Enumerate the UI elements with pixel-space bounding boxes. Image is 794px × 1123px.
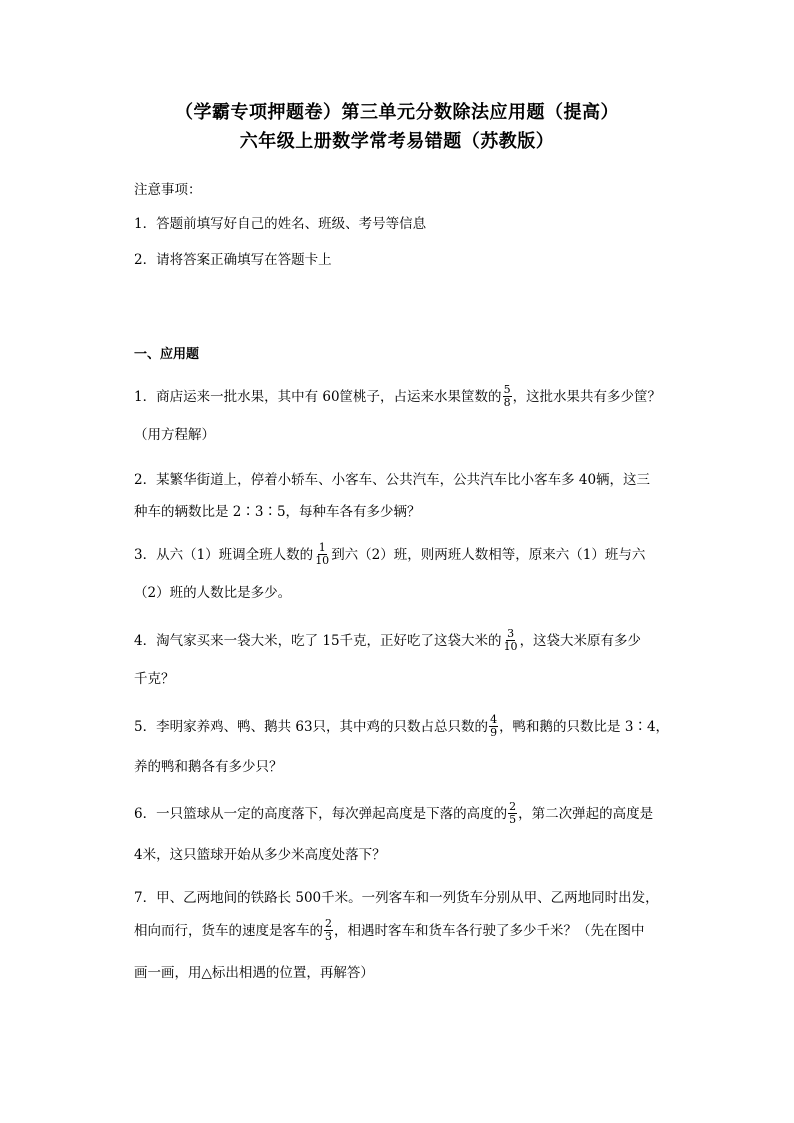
fraction: [508, 801, 517, 825]
problem-text: 1．商店运来一批水果，其中有 60筐桃子，占运来水果筐数的: [134, 389, 502, 405]
problem-2-line-1: 2．某繁华街道上，停着小轿车、小客车、公共汽车，公共汽车比小客车多 40辆，这三: [134, 472, 651, 488]
problem-text: ，第二次弹起的高度是: [518, 806, 654, 822]
problem-text: ，这批水果共有多少筐？: [512, 389, 662, 405]
problem-text: ，这袋大米原有多少: [519, 633, 642, 649]
problem-text: 5．李明家养鸡、鸭、鹅共 63只，其中鸡的只数占总只数的: [134, 719, 489, 735]
fraction-numerator: 5: [503, 383, 511, 397]
problem-2-line-2: 种车的辆数比是 2∶3∶5，每种车各有多少辆？: [134, 504, 421, 520]
section-heading: 一、应用题: [134, 347, 200, 362]
problem-text: ，相遇时客车和货车各行驶了多少千米？（先在图中: [334, 923, 645, 939]
fraction-numerator: 1: [318, 541, 326, 555]
problem-7-line-3: 画一画，用△标出相遇的位置，再解答）: [134, 965, 374, 981]
problem-7-line-2: [134, 919, 645, 944]
fraction: [314, 542, 330, 566]
problem-6-line-1: [134, 802, 653, 827]
problem-text: 4．淘气家买来一袋大米，吃了 15千克，正好吃了这袋大米的: [134, 633, 502, 649]
problem-7-line-1: 7．甲、乙两地间的铁路长 500千米。一列客车和一列货车分别从甲、乙两地同时出发，: [134, 890, 659, 906]
problem-text: ，鸭和鹅的只数比是 3∶4，: [499, 719, 670, 735]
fraction-denominator: 10: [503, 640, 518, 653]
problem-1-line-1: [134, 385, 661, 410]
problem-3-line-1: [134, 543, 645, 568]
fraction: [503, 628, 519, 652]
problem-3-line-2: （2）班的人数比是多少。: [134, 585, 292, 601]
fraction: [503, 384, 512, 408]
note-item-1: 1．答题前填写好自己的姓名、班级、考号等信息: [134, 216, 427, 232]
problem-text: 3．从六（1）班调全班人数的: [134, 547, 314, 563]
fraction-denominator: 8: [503, 396, 511, 409]
fraction-denominator: 5: [509, 813, 517, 826]
problem-text: 到六（2）班，则两班人数相等，原来六（1）班与六: [331, 547, 646, 563]
problem-4-line-2: 千克？: [134, 671, 175, 687]
document-title: （学霸专项押题卷）第三单元分数除法应用题（提高）: [175, 102, 619, 123]
problem-4-line-1: [134, 629, 641, 654]
fraction-denominator: 9: [490, 726, 498, 739]
problem-text: 6．一只篮球从一定的高度落下，每次弹起高度是下落的高度的: [134, 806, 508, 822]
note-item-2: 2．请将答案正确填写在答题卡上: [134, 252, 332, 268]
fraction-denominator: 10: [315, 554, 330, 567]
document-subtitle: 六年级上册数学常考易错题（苏教版）: [239, 131, 555, 152]
fraction: [489, 714, 498, 738]
fraction-numerator: 2: [325, 917, 332, 931]
problem-5-line-1: [134, 715, 669, 740]
fraction-numerator: 4: [490, 713, 498, 727]
problem-5-line-2: 养的鸭和鹅各有多少只？: [134, 759, 283, 775]
fraction-numerator: 3: [507, 627, 515, 641]
problem-text: 相向而行，货车的速度是客车的: [134, 923, 323, 939]
fraction: [324, 918, 333, 942]
fraction-denominator: 3: [325, 930, 332, 943]
problem-6-line-2: 4米，这只篮球开始从多少米高度处落下？: [134, 847, 386, 863]
notes-heading: 注意事项：: [134, 182, 202, 198]
problem-1-line-2: （用方程解）: [134, 427, 215, 443]
fraction-numerator: 2: [509, 800, 517, 814]
